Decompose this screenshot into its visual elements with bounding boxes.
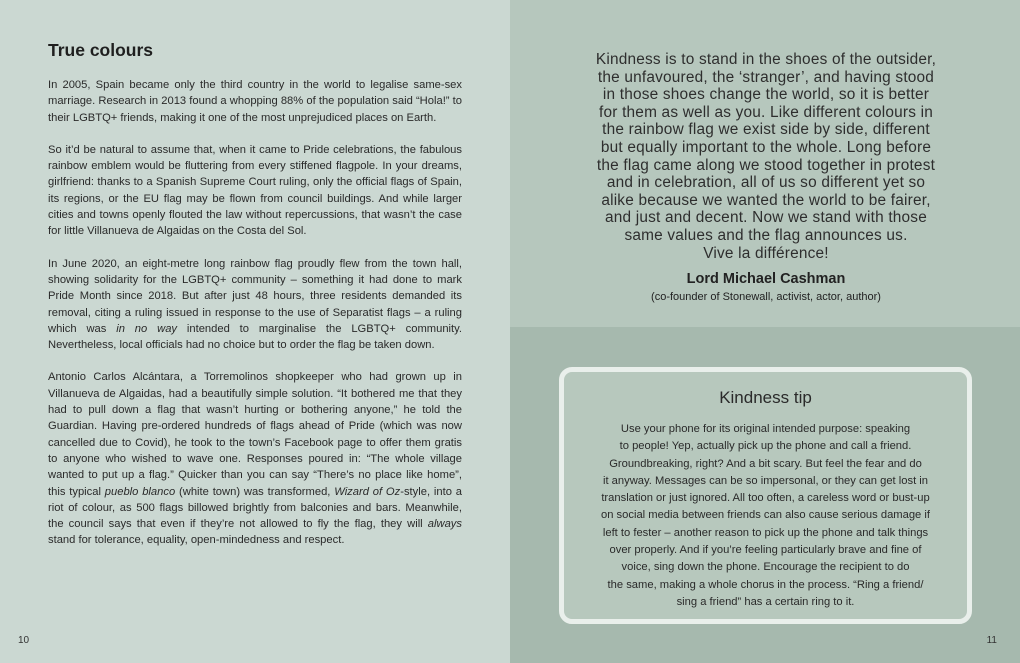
tip-line: sing a friend” has a certain ring to it. [676,595,855,608]
tip-line: over properly. And if you’re feeling particularly brave and fine of [609,544,922,557]
tip-text [576,421,955,611]
quote-line: in those shoes change the world, so it is better [602,86,930,104]
quote-line: but equally important to the whole. Long before [600,138,932,156]
quote-author-role: (co-founder of Stonewall, activist, actor, author) [651,291,881,303]
emphasis: always [427,518,462,531]
emphasis: Wizard of Oz [334,485,401,498]
quote-text [570,51,962,262]
tip-title: Kindness tip [719,388,812,407]
tip-line: to people! Yep, actually pick up the phone and call a friend. [619,440,912,453]
text-run: Antonio Carlos Alcántara, a Torremolinos shopkeeper who had grown up in Villanueva de Algaidas, had a beautifully simple solution. “It bothered me that they had to pull down a flag that wasn’t hurting or bothering anyone,” he told the Guardian. Having pre-ordered hundreds of flags ahead of Pride (which was now cancelled due to Covid), he took to the town’s Facebook page to offer them gratis to anyone who wished to wave one. Responses poured in: “The whole village wanted to put up a flag.” Quicker than you can say “There’s no place like home”, this typical [48,371,462,498]
text-run: stand for tolerance, equality, open-mindedness and respect. [48,534,345,547]
tip-line: Groundbreaking, right? And a bit scary. But feel the fear and do [609,457,922,470]
paragraph [48,256,462,354]
quote-line: the unfavoured, the ‘stranger’, and having stood [597,68,935,86]
tip-line: it anyway. Messages can be so impersonal, or they can get lost in [602,474,928,487]
text-run: In June 2020, an eight-metre long rainbow flag proudly flew from the town hall, showing solidarity for the LGBTQ+ community – something it had done to mark Pride Month since 2018. But after just 48 hours, three residents demanded its removal, citing a ruling issued in response to the use of Separatist flags – a ruling which was [48,257,462,335]
emphasis: pueblo blanco [104,485,176,498]
quote-line: for them as well as you. Like different colours in [599,103,933,121]
emphasis: in no way [116,322,178,335]
quote-line: alike because we wanted the world to be fairer, [601,191,931,209]
quote-line: Kindness is to stand in the shoes of the outsider, [595,51,937,68]
tip-line: left to fester – another reason to pick up the phone and talk things [602,526,929,539]
quote-line: and in celebration, all of us so different yet so [606,174,926,192]
paragraph [48,369,462,548]
quote-line: the rainbow flag we exist side by side, different [602,121,930,139]
tip-line: translation or just ignored. All too often, a careless word or bust-up [601,492,930,505]
quote-line: the flag came along we stood together in protest [596,156,936,174]
article-body [48,77,462,549]
quote-author: Lord Michael Cashman [686,271,846,287]
tip-line: on social media between friends can also cause serious damage if [601,509,930,522]
page-number: 11 [986,635,997,646]
quote-line: Vive la différence! [703,244,829,262]
right-page [510,0,1020,663]
tip-line: Use your phone for its original intended purpose: speaking [620,423,911,435]
text-run: -style, into a riot of colour, as 500 flags billowed brightly from balconies and bars. Meanwhile, the council says that even if they’re not allowed to fly the flag, they will [48,485,462,531]
paragraph: In 2005, Spain became only the third country in the world to legalise same-sex marriage. Research in 2013 found a whopping 88% of the population said “Hola!” to their LGBTQ+ friends, making it one of the most unprejudiced places on Earth. [48,79,462,124]
kindness-tip-box [559,367,972,624]
text-run: (white town) was transformed, [175,485,335,498]
tip-line: the same, making a whole chorus in the process. “Ring a friend/ [607,578,924,591]
quote-line: same values and the flag announces us. [624,226,908,244]
text-run: intended to marginalise the LGBTQ+ community. Nevertheless, local officials had no choice but to order the flag be taken down. [48,322,463,352]
quote-line: and just and decent. Now we stand with those [605,209,927,227]
tip-line: voice, sing down the phone. Encourage the recipient to do [621,561,910,574]
paragraph: So it’d be natural to assume that, when it came to Pride celebrations, the fabulous rainbow emblem would be fluttering from every stiffened flagpole. In your dreams, girlfriend: thanks to a Spanish Supreme Court ruling, only the official flags of Spain, its regions, or the EU flag may be flown from council buildings. And while larger cities and towns openly flouted the law without repercussions, that wasn’t the case for little Villanueva de Algaidas on the Costa del Sol. [48,143,462,238]
page-title: True colours [48,40,154,60]
page-number: 10 [18,635,30,646]
